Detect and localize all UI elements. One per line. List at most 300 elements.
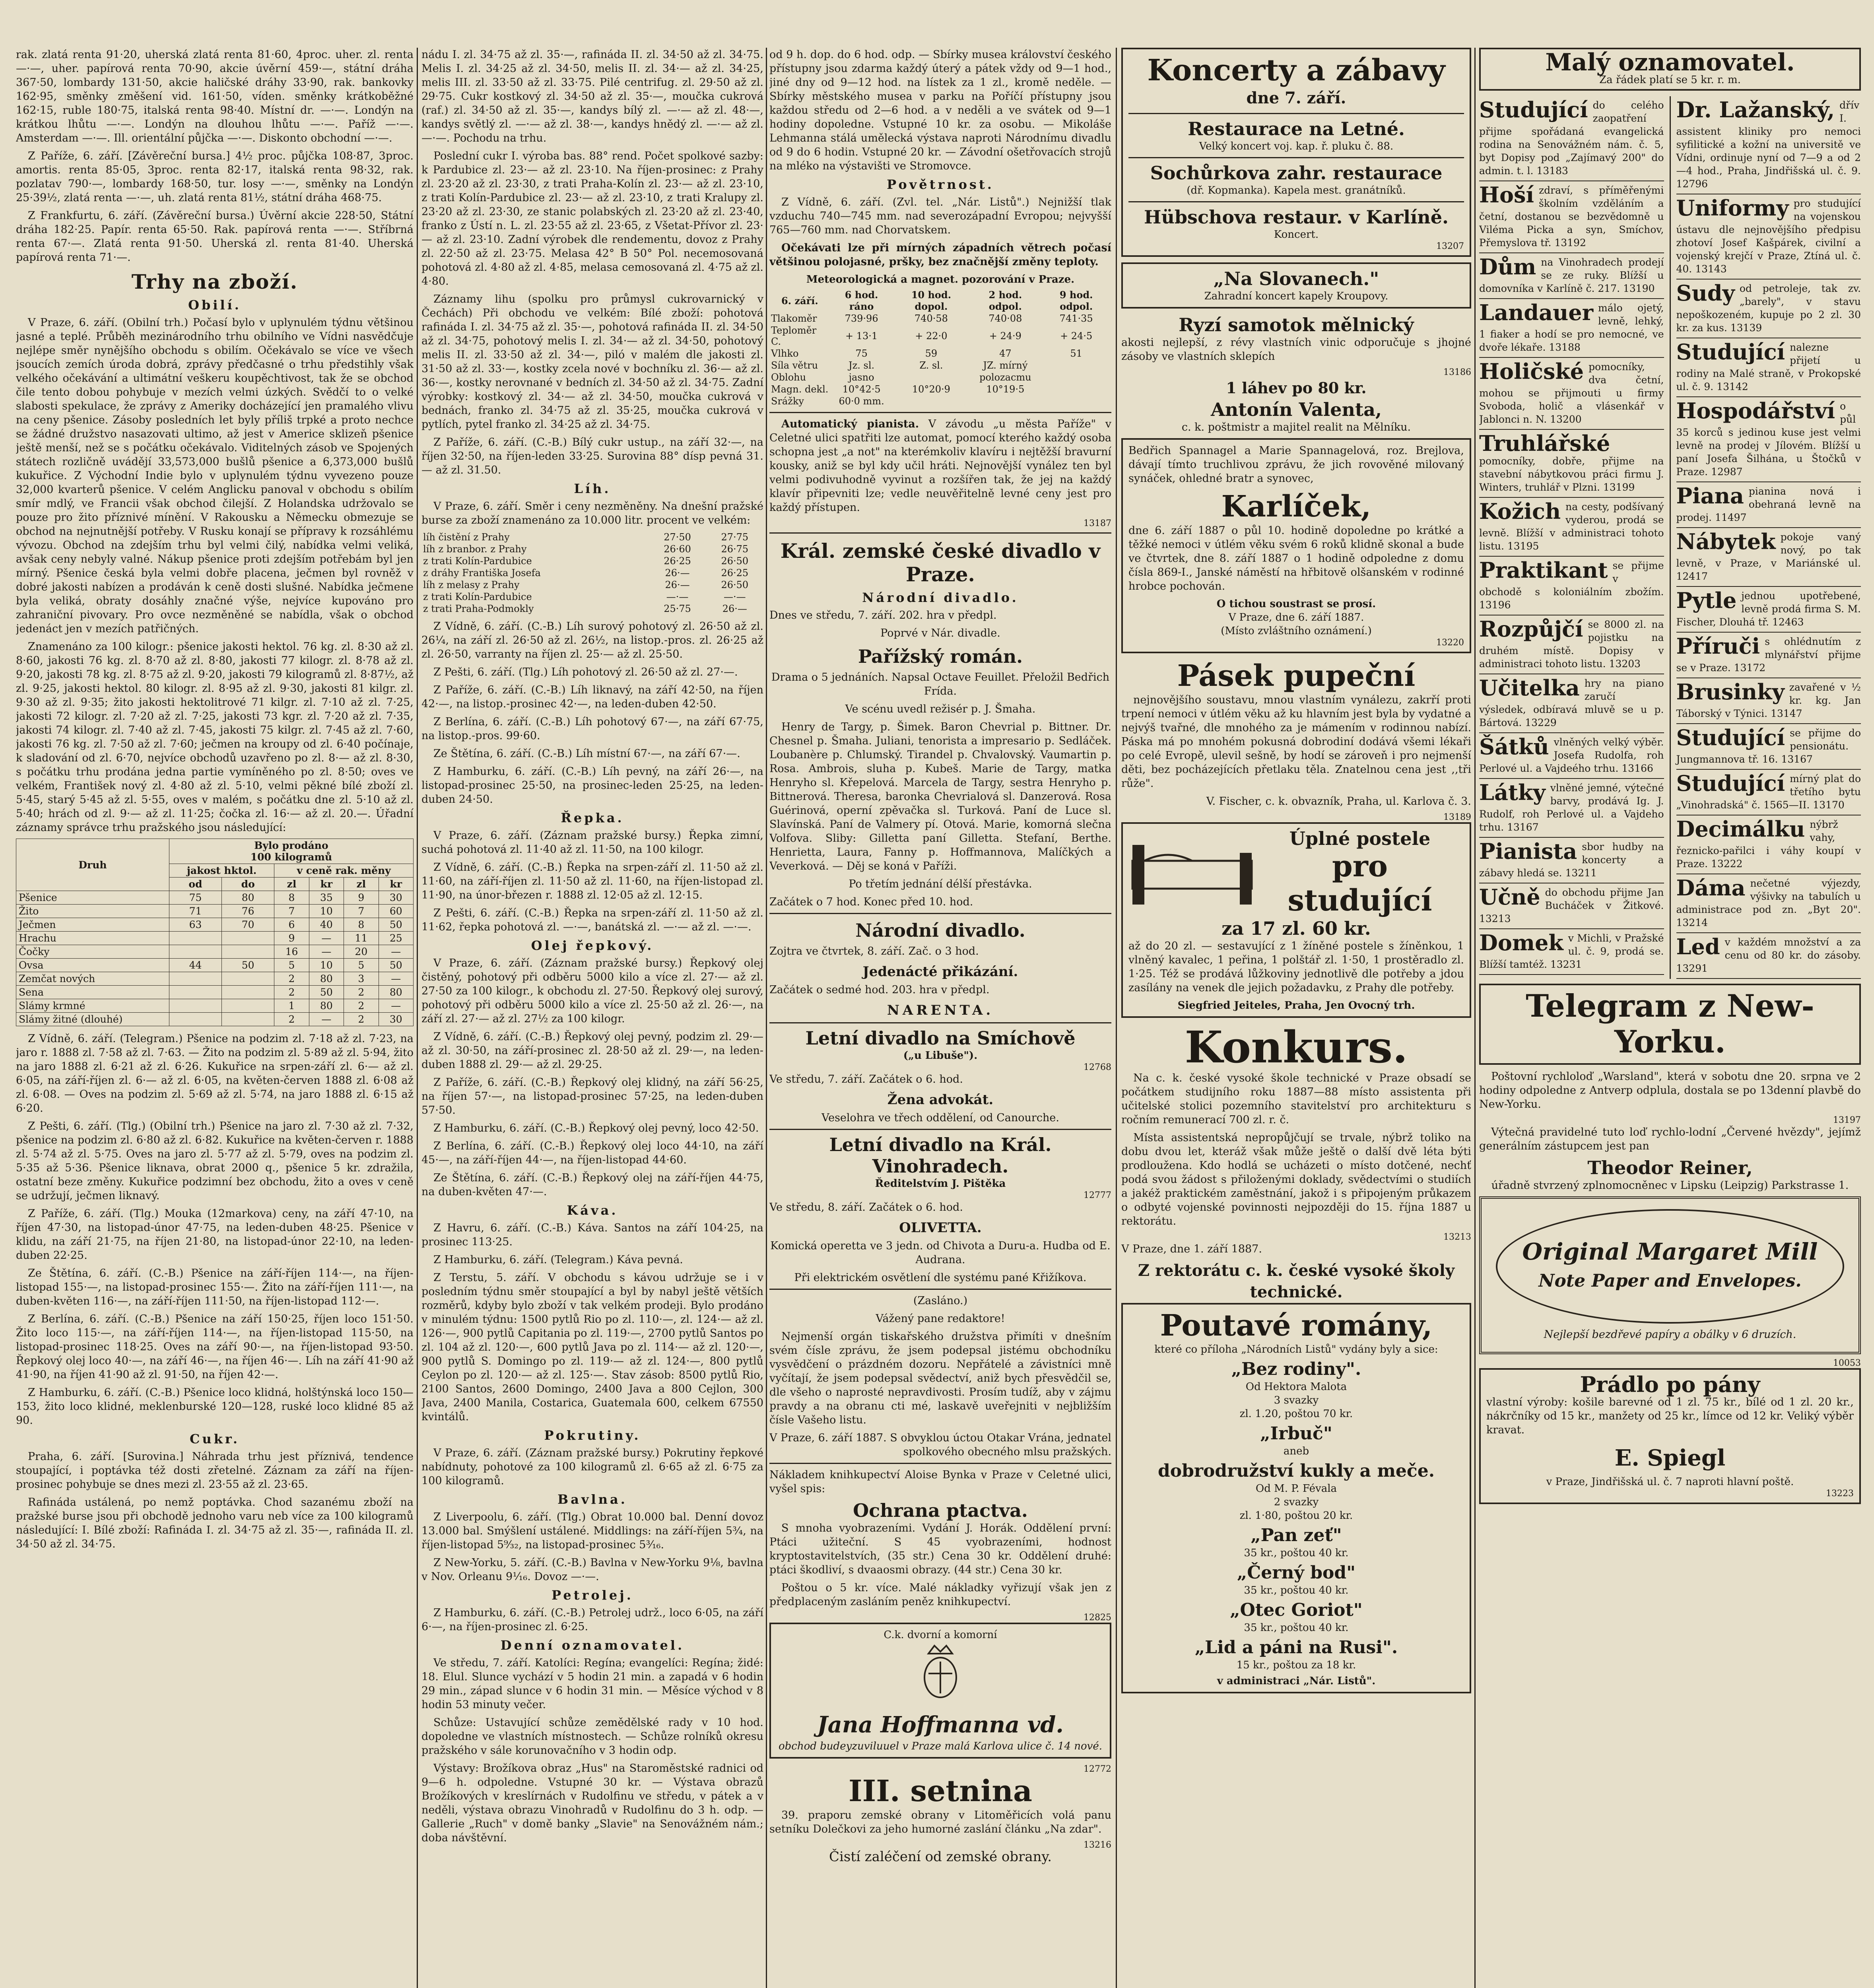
table-cell [222, 945, 274, 959]
linen-title: Prádlo po pány [1580, 1372, 1760, 1397]
classified-ad [1479, 929, 1664, 975]
classified-ad [1676, 724, 1861, 770]
table-cell: 26·50 [721, 579, 749, 590]
classified-text: nečetné výjezdy, výšivky na tabulích u administrace pod zn. „Byt 20". 13214 [1676, 878, 1861, 928]
book-text: S mnoha vyobrazeními. Vydání J. Horák. Oddělení první: Ptáci užiteční. S 45 vyobrazeními, hodnost kryptostavitelstvích, (35 str.) Cena 30 kr. Oddělení druhé: ptáci škodliví, s dvaaosmi obrazy. (44 str.) Cena 30 kr. [769, 1522, 1111, 1576]
table-cell [169, 1013, 221, 1026]
list-item [1128, 1460, 1464, 1522]
oilcake-report: V Praze, 6. září. (Záznam pražské bursy.) Pokrutiny řepkové nabídnuty, pohotové za 100 kilogramů zl. 6·65 až zl. 6·75 za 100 kilogramů. [421, 1447, 763, 1487]
theatre-subtitle: Národní divadlo. [862, 590, 1019, 605]
table-cell: 7 [344, 905, 379, 918]
classified-heading: Kožich [1479, 499, 1561, 524]
stettin-oil: Ze Štětína, 6. září. (C.-B.) Řepkový olej na září-říjen 44·75, na duben-květen 47·—. [421, 1172, 763, 1198]
classified-text: hry na piano zaručí výsledek, odbíravá mluvě se u p. Bártová. 13229 [1479, 678, 1664, 728]
table-cell: jasno [849, 372, 874, 383]
classified-heading: Decimálku [1676, 816, 1805, 842]
table-cell: + 24·9 [989, 330, 1021, 342]
classified-ad [1479, 838, 1664, 883]
reiner-sub: úřadně stvrzený zplnomocněnec v Lipsku (Leipzig) Parkstrasse 1. [1491, 1179, 1849, 1192]
table-row [16, 905, 414, 918]
oil-report: V Praze, 6. září. (Záznam pražské bursy.) Řepkový olej čistěný, pohotový při odběru 5000 kilo a více zl. 27·— až zl. 27·50 za 100 kilogr., k obchodu zl. 27·50. Řepkový olej surový, pohotový při odběru 5000 kilo a více zl. 25·50 až zl. 26·—, na září zl. 27·— až zl. 27½ za 100 kilogr. [421, 957, 763, 1025]
table-header: zl [274, 878, 309, 891]
theatre-first: Poprvé v Nár. divadle. [880, 627, 1000, 639]
table-row [421, 531, 763, 543]
classified-ad [1676, 587, 1861, 633]
telegram-note: Výtečná pravidelné tuto loď rychlo-lodní „Červené hvězdy", jejímž generálním zástupcem jest pan [1479, 1126, 1861, 1152]
classified-heading: Dáma [1676, 875, 1746, 901]
table-cell: Síla větru [771, 360, 818, 371]
classified-text: pianina nová i obehraná levně na prodej. 11497 [1676, 485, 1861, 523]
table-cell: 10 [309, 905, 344, 918]
wine-price: 1 láhev po 80 kr. [1226, 379, 1367, 397]
daily-calendar: Ve středu, 7. září. Katolíci: Regína; evangelíci: Regína; židé: 18. Elul. Slunce vychází v 5 hodin 21 min. a zapadá v 6 hodin 29 min., západ slunce v 6 hodin 31 min. — Měsíce východ v 8 hodin 53 minuty večer. [421, 1657, 763, 1711]
column-2 [421, 48, 763, 1988]
table-cell: 40 [309, 918, 344, 932]
concerts-date: dne 7. září. [1246, 89, 1346, 107]
divider [769, 913, 1111, 914]
linen-address: v Praze, Jindřišská ul. č. 7 naproti hlavní poště. [1546, 1476, 1794, 1488]
list-item [1128, 1562, 1464, 1597]
classified-ad [1676, 96, 1861, 194]
classified-ad [1676, 678, 1861, 724]
table-cell: z trati Praha-Podmokly [423, 603, 534, 614]
table-row [421, 555, 763, 567]
classified-heading: Pytle [1676, 588, 1737, 613]
classified-ad [1676, 528, 1861, 587]
beds-box [1121, 822, 1471, 1018]
sochurek-restaurant: Sochůrkova zahr. restaurace [1150, 162, 1443, 184]
table-cell: 51 [1070, 348, 1082, 359]
classified-heading: Praktikant [1479, 557, 1608, 583]
table-cell [893, 371, 969, 383]
table-header: kr [379, 878, 413, 891]
ad-code: 13207 [1436, 241, 1464, 251]
classified-text: jednou upotřebené, levně prodá firma S. M. Fischer, Dlouhá tř. 12463 [1676, 590, 1861, 628]
divider [769, 1022, 1111, 1023]
vinohrady-lights: Při elektrickém osvětlení dle systému pané Křižíkova. [794, 1272, 1087, 1284]
summer-theatre: Letní divadlo na Smíchově [805, 1027, 1076, 1049]
beds-sign: Siegfried Jeiteles, Praha, Jen Ovocný trh. [1177, 1000, 1415, 1011]
classified-text: do celého zaopatření přijme spořádaná evangelická rodina na Senovážném nám. č. 5, byt Dopisy pod „Zajímavý 200" do admin. t. l. 13183 [1479, 99, 1664, 177]
table-header: 10 hod. dopol. [911, 289, 952, 312]
table-row [769, 313, 1111, 324]
table-header: do [222, 878, 274, 891]
classified-text: mírný plat do třetího bytu „Vinohradská" č. 1565—II. 13170 [1676, 773, 1861, 811]
table-cell: Magn. dekl. [771, 384, 829, 395]
table-row [769, 371, 1111, 383]
classified-heading: Učně [1479, 884, 1540, 910]
table-cell: Čočky [16, 945, 169, 959]
novel-detail: zl. 1·80, poštou 20 kr. [1239, 1510, 1353, 1522]
table-cell: 2 [344, 1013, 379, 1026]
classified-text: od petroleje, tak zv. „barely", v stavu nepoškozeném, kupuje po 2 zl. 30 kr. za kus. 13139 [1676, 283, 1861, 334]
novel-detail: 35 kr., poštou 40 kr. [1244, 1622, 1349, 1634]
vienna-grain: Z Vídně, 6. září. (Telegram.) Pšenice na podzim zl. 7·18 až zl. 7·23, na jaro r. 1888 zl. 7·58 až zl. 7·63. — Žito na podzim zl. 5·89 až zl. 5·94, žito na jaro 1888 zl. 6·21 až zl. 6·26. Kukuřice na srpen-září zl. 6·— až zl. 6·05, na září-říjen zl. 6·— až zl. 6·05, na květen-červen 1888 zl. 6·08 až zl. 6·08. — Oves na podzim zl. 5·69 až zl. 5·74, na jaro 1888 zl. 6·15 až 6·20. [16, 1033, 414, 1114]
classified-ad [1479, 733, 1664, 779]
table-cell: 10°19·5 [986, 384, 1025, 395]
table-cell: 25 [379, 932, 413, 945]
novel-title: „Irbuč" [1260, 1423, 1332, 1444]
summer-desc: Veselohra ve třech oddělení, od Canourche. [821, 1112, 1059, 1124]
classified-heading: Příruči [1676, 633, 1760, 659]
table-cell: 1 [274, 999, 309, 1013]
classified-text: dřív I. assistent kliniky pro nemoci syfilitické a kožní na universitě ve Vídni, ordinuje nyní od 7—9 a od 2—4 hod., Praha, Jindřišská ul. č. 9. 12796 [1676, 99, 1861, 190]
paris-bourse: Z Paříže, 6. září. [Závěreční bursa.] 4½ proc. půjčka 108·87, 3proc. amortis. renta 85·05, 3proc. renta 82·17, italská renta 98·32, rak. pozlatav 790·—, lombardy 168·50, tur. losy —·—, směnky na Londýn 25·39½, zlatá renta —·—, uh. zlatá renta 81½, státní dráha 468·75. [16, 150, 414, 204]
konkurs-date: V Praze, dne 1. září 1887. [1121, 1243, 1262, 1255]
paris-grain: Z Paříže, 6. září. (Tlg.) Mouka (12markova) ceny, na září 47·10, na říjen 47·30, na listopad-únor 47·75, na leden-duben 48·25. Pšenice v klidu, na září 21·75, na říjen 21·80, na listopad-únor 22·10, na leden-duben 22·25. [16, 1208, 414, 1262]
list-item [1128, 1423, 1464, 1458]
table-cell: Jz. sl. [849, 360, 875, 371]
novels-box [1121, 1303, 1471, 1693]
list-item [1128, 1600, 1464, 1635]
table-row [16, 932, 414, 945]
table-cell: 47 [999, 348, 1012, 359]
table-cell: JZ. mírný [983, 360, 1028, 371]
table-cell [222, 972, 274, 986]
novels-foot: v administraci „Nár. Listů". [1217, 1675, 1376, 1687]
table-header: 2 hod. odpol. [988, 289, 1022, 312]
mill-small: Nejlepší bezdřevé papíry a obálky v 6 druzích. [1544, 1328, 1796, 1341]
play-director: Ve scénu uvedl režisér p. J. Šmaha. [845, 703, 1036, 715]
divider [769, 1289, 1111, 1290]
vinohrady-sub: Ředitelstvím J. Pištěka [875, 1178, 1006, 1190]
subsection-coffee: Káva. [567, 1203, 618, 1218]
table-cell: 59 [925, 348, 938, 359]
play-desc: Drama o 5 jednáních. Napsal Octave Feuillet. Přeložil Bedřich Frída. [771, 671, 1110, 697]
play-note: Po třetím jednání délší přestávka. [849, 878, 1032, 890]
paris-sugar: Z Paříže, 6. září. (C.-B.) Bílý cukr ustup., na září 32·—, na říjen 32·50, na říjen-leden 33·25. Surovina 88° dísp pevná 31.— až zl. 31.50. [421, 436, 763, 476]
hoffmann-sub: obchod budeyzuviluuel v Praze malá Karlova ulice č. 14 nové. [779, 1740, 1102, 1752]
hoffmann-ad [769, 1623, 1111, 1759]
vienna-spirits: Z Vídně, 6. září. (C.-B.) Líh surový pohotový zl. 26·50 až zl. 26¼, na září zl. 26·50 až zl. 26½, na listop.-pros. zl. 26·25 až zl. 26·50, varranty na říjen zl. 25·— až zl. 25·50. [421, 620, 763, 660]
novel-detail: 15 kr., poštou za 18 kr. [1236, 1659, 1356, 1671]
table-cell: 63 [169, 918, 221, 932]
hubsch-restaurant: Hübschova restaur. v Karlíně. [1144, 206, 1449, 228]
table-row [769, 324, 1111, 348]
book-title: Ochrana ptactva. [853, 1500, 1028, 1521]
paris-spirits: Z Paříže, 6. září. (C.-B.) Líh liknavý, na září 42·50, na říjen 42·—, na listop.-prosinec 42·—, na leden-duben 42·50. [421, 684, 763, 710]
table-cell: Tlakoměr [771, 313, 817, 324]
classified-text: se 8000 zl. na pojistku na druhém místě. Dopisy v administraci tohoto listu. 13203 [1479, 619, 1664, 670]
table-header: Bylo prodáno 100 kilogramů [169, 839, 413, 864]
table-row [16, 986, 414, 999]
table-cell: polozacmu [979, 372, 1031, 383]
ad-code: 13186 [1443, 367, 1471, 377]
table-cell [222, 1013, 274, 1026]
table-cell: 10°42·5 [842, 384, 881, 395]
table-header: zl [344, 878, 379, 891]
table-cell: 25·75 [664, 603, 691, 614]
subsection-oilcake: Pokrutiny. [544, 1428, 641, 1443]
ad-code: 13197 [1833, 1115, 1861, 1125]
table-cell [1041, 383, 1111, 395]
table-cell: — [309, 932, 344, 945]
divider [1128, 113, 1464, 114]
pest-spirits: Z Pešti, 6. září. (Tlg.) Líh pohotový zl. 26·50 až zl. 27·—. [433, 666, 738, 678]
summer-theatre-sub: („u Libuše"). [903, 1050, 978, 1062]
classified-ad [1479, 498, 1664, 557]
concerts-title: Koncerty a zábavy [1147, 53, 1445, 87]
berlin-grain: Z Berlína, 6. září. (C.-B.) Pšenice na září 150·25, říjen loco 151·50. Žito loco 115·—, na září-říjen 114·—, na říjen-listopad 115·50, na listopad-prosinec 118·25. Oves na září 90·—, na říjen-listopad 93·50. Řepkový olej loco 40·—, na září 46·—, na říjen 46·—. Líh na září 41·90 až 41·90, na říjen 41·90 až zl. 91·50, na říjen 42·—. [16, 1313, 414, 1381]
sugar-association: Záznamy lihu (spolku pro průmysl cukrovarnický v Čechách) Při obchodu ve velkém: Bílé zboží: pohotová rafináda I. zl. 34·75 až zl. 35·—, pohotová rafináda II. zl. 34·50 až zl. 34·75, pohotový melis I. zl. 34·— až zl. 34·50, pohotový melis II. zl. 33·50 až zl. 34·—, piló v malém dle jakosti zl. 31·50 až zl. 33·—, kostky zcela nové v bochníku zl. 36·— až zl. 36·—, kostky nerovnané v bedních zl. 34·50 až zl. 34·75. Zadní výrobky: kostkový zl. 34·— až zl. 34·50, moučka cukrová v bednách, franko zl. 34·75 až zl. 35·25, moučka cukrová v pytlích, pytel franko zl. 34·25 až zl. 34·75. [421, 293, 763, 431]
konkurs-sign: Z rektorátu c. k. české vysoké školy technické. [1138, 1261, 1455, 1301]
classified-heading: Studující [1676, 725, 1785, 750]
book-intro: Nákladem knihkupectví Aloise Bynka v Praze v Celetné ulici, vyšel spis: [769, 1469, 1111, 1495]
pest-grain: Z Pešti, 6. září. (Tlg.) (Obilní trh.) Pšenice na jaro zl. 7·30 až zl. 7·32, pšenice na podzim zl. 6·80 až zl. 6·82. Kukuřice na květen-červen r. 1888 zl. 5·74 až zl. 5·75. Oves na jaro zl. 5·77 až zl. 5·79, oves na podzim zl. 5·35 až 5·36. Pšenice liknava, obrat 2000 q., pšenice 5 kr. zdražila, ostatní beze změny. Kukuřice podzimní bez obchodu, žito a oves v ceně se udržují, ječmen liknavý. [16, 1120, 414, 1202]
classified-ad [1676, 770, 1861, 815]
truss-text: nejnovějšího soustavu, mnou vlastním vynálezu, zakrří proti trpení nemoci v útlém věku až ku hlavním jest byla by vydatné a nejvýš tvařné, dle mnohého za je mámením v rodinnou nabízí. Páska má po mnohém pokusná dobrodiní dodává všemi lékaři po celé Evropě, ulevil sešně, by hodí se zároveň i pro nejmenší děti, bez pocházejících přetlaku těla. Znatelnou cena jest ,,tři růže". [1121, 694, 1471, 790]
table-cell: Srážky [771, 396, 804, 407]
divider [769, 1463, 1111, 1464]
classified-heading: Domek [1479, 930, 1563, 955]
summer-play: Žena advokát. [887, 1092, 994, 1108]
table-cell: 740·08 [988, 313, 1022, 324]
automatic-pianist: Automatický pianista. V závodu „u města Paříže" v Celetné ulici spatřiti lze automat, pomocí kterého každý osoba schopna jest „a not" na kterémkoliv klavíru i nejtěžší bravurní kousky, aniž se byl kdy učil hráti. Nejnovější vynález ten byl velmi podivuhodně vyvinut a rozšířen tak, že jej na každý klavír připevniti lze; vedle neuvěřitelně levné ceny jest pro každý přístupen. [769, 418, 1111, 514]
obituary-foot: O tichou soustrast se prosí. [1216, 598, 1376, 610]
subsection-sugar: Cukr. [190, 1431, 240, 1446]
subsection-weather: Povětrnost. [887, 177, 994, 192]
konkurs-text-2: Místa assistentská nepropůjčují se trvale, nýbrž toliko na dobu dvou let, kteráž však může ještě o další dvě léta býti prodloužena. Kdo hodlá se ucházeti o místo dotčené, nechť podá svou žádost s přiloženými doklady, svědectvími o studiích a jakéž praktickém zaměstnání, jakož i s připojeným průkazem o odbyté vojenské povinnosti nejpozději do 15. října 1887 u rektorátu. [1121, 1132, 1471, 1227]
ad-code: 12777 [1084, 1190, 1111, 1200]
meteo-title: Meteorologická a magnet. pozorování v Praze. [806, 274, 1075, 285]
theatre-date: Dnes ve středu, 7. září. 202. hra v předpl. [769, 609, 997, 621]
hamburg-oil: Z Hamburku, 6. září. (C.-B.) Řepkový olej pevný, loco 42·50. [433, 1122, 759, 1134]
table-cell: 50 [222, 959, 274, 972]
table-cell [969, 395, 1041, 407]
letter-text: Nejmenší orgán tiskařského družstva přimíti v dnešním svém čísle zprávu, že jsem podepsal jistému obchodníku vysvědčení o prázdném dozoru. Nepřátelé a závistníci mně vyčítají, že jsem podepsal svědectví, aniž bych přesvědčil se, dle všeho o naprosté nepravdivosti. Prosím tudíž, aby v zájmu pravdy a na obranu cti mé, laskavě uveřejniti v nejbližším čísle Vašeho listu. [769, 1330, 1111, 1426]
hamburg-spirits: Z Hamburku, 6. září. (C.-B.) Líh pevný, na září 26·—, na listopad-prosinec 25·50, na prosinec-leden 25·25, na leden-duben 24·50. [421, 765, 763, 806]
table-cell: 35 [309, 891, 344, 905]
novel-detail: zl. 1.20, poštou 70 kr. [1239, 1408, 1353, 1420]
table-cell: Oblohu [771, 372, 806, 383]
bourse-text: rak. zlatá renta 91·20, uherská zlatá renta 81·60, 4proc. uher. zl. renta —·—, uher. papírová renta 70·90, akcie úvěrní 459·—, státní dráha 367·50, lombardy 131·50, akcie haličské dráhy 33·90, rak. bankovky 162·95, směnky změšení vid. 161·50, víden. směnky krátkoběžné 162·15, ruble 180·75, italská renta 98·40. Místní dr. —·—. Londýn na krátkou lhůtu —·—. Londýn na dlouhou lhůtu —·—. Paříž —·—. Amsterdam —·—. Ill. orientální půjčka —·—. Diskonto obchodní —·—. [16, 49, 414, 144]
table-cell: 71 [169, 905, 221, 918]
table-header: v ceně rak. měny [274, 864, 414, 878]
novel-detail: 2 svazky [1274, 1496, 1319, 1508]
berlin-oil: Z Berlína, 6. září. (C.-B.) Řepkový olej loco 44·10, na září 45·—, na září-říjen 44·—, na říjen-listopad 44·60. [421, 1140, 763, 1166]
table-cell: —·— [666, 591, 689, 602]
table-cell: Z. sl. [919, 360, 943, 371]
section-title-markets: Trhy na zboží. [131, 270, 298, 293]
summer-date: Ve středu, 7. září. Začátek o 6. hod. [769, 1073, 963, 1085]
play-cast: Henry de Targy, p. Šimek. Baron Chevrial p. Bittner. Dr. Chesnel p. Šmaha. Juliani, tenorista a impresario p. Sedláček. Loubanère p. Chlumský. Tirandel p. Chvalovský. Vaumartin p. Rosa. Ambrois, sluha p. Kubeš. Marie de Targy, matka Henryho sl. Křepelová. Marcela de Targy, sestra Henryho p. Bittnerová. Theresa, baronka Chevrialová sl. Danzerová. Rosa Guérinová, operní zpěvačka sl. Turková. Paní de Luce sl. Slavínská. Paní de Valmery pí. Otová. Marie, komorná slečna Volfova. Sliby: Gilletta paní Gilletta. Stefaní, Berthe. Henrietta, Laura, Fanny p. Hoffmannova, Malíčkých a Veverková. — Děj se koná v Paříži. [769, 721, 1111, 872]
beds-title-2: pro studující [1288, 849, 1432, 918]
table-row [16, 972, 414, 986]
letna-sub: Velký koncert voj. kap. ř. pluku č. 88. [1199, 140, 1394, 152]
novel-title: dobrodružství kukly a meče. [1157, 1461, 1435, 1481]
beds-title-1: Úplné postele [1289, 828, 1431, 849]
table-cell: 30 [379, 891, 413, 905]
table-cell: 27·50 [664, 532, 691, 543]
table-cell: + 22·0 [915, 330, 948, 342]
table-cell [893, 395, 969, 407]
vinohrady-date: Ve středu, 8. září. Začátek o 6. hod. [769, 1201, 963, 1213]
classified-ad [1676, 874, 1861, 933]
classified-text: pomocníky, dva četní, mohou se přijmouti u firmy Svoboda, holič a vlásenkář v Jablonci n. N. 13200 [1479, 361, 1664, 425]
hamburg-coffee: Z Hamburku, 6. září. (Telegram.) Káva pevná. [433, 1254, 683, 1266]
table-cell: líh čistění z Prahy [423, 532, 510, 543]
classified-ad [1479, 430, 1664, 498]
table-cell: 16 [274, 945, 309, 959]
table-cell: 60 [379, 905, 413, 918]
table-cell: Žito [16, 905, 169, 918]
classified-heading: Pianista [1479, 839, 1577, 864]
table-row [421, 579, 763, 591]
crown-eagle-icon [917, 1642, 964, 1705]
table-cell: 2 [274, 1013, 309, 1026]
classified-heading: Rozpůjčí [1479, 616, 1583, 642]
column-3 [769, 48, 1111, 1988]
liverpool-cotton: Z Liverpoolu, 6. září. (Tlg.) Obrat 10.000 bal. Denní dovoz 13.000 bal. Smýšlení ustálené. Middlings: na září-říjen 5¾, na říjen-listopad 5⁹⁄₃₂, na listopad-prosinec 5³⁄₁₆. [421, 1511, 763, 1551]
beds-header [1128, 828, 1464, 918]
classified-ad [1676, 482, 1861, 528]
obituary-text: dne 6. září 1887 o půl 10. hodině dopoledne po krátké a těžké nemoci v útlém věku svém 6 roků klidně skonal a bude ve čtvrtek, dne 8. září 1887 o 1 hodině odpoledne z domu čísla 869-I., Janské náměstí na hřbitově olšanském v rodinné hrobce pochován. [1128, 524, 1464, 592]
table-cell [169, 986, 221, 999]
letter-salutation: Vážený pane redaktore! [876, 1312, 1005, 1325]
table-cell: 2 [344, 999, 379, 1013]
classified-heading: Sudy [1676, 280, 1735, 306]
national-play-2: NARENTA. [887, 1002, 994, 1018]
table-cell: 80 [222, 891, 274, 905]
letna-restaurant: Restaurace na Letné. [1187, 118, 1405, 140]
table-row [16, 918, 414, 932]
vinohrady-desc: Komická operetta ve 3 jedn. od Chivota a Duru-a. Hudba od E. Audrana. [770, 1240, 1111, 1266]
table-row [16, 999, 414, 1013]
table-cell [1041, 371, 1111, 383]
berlin-spirits: Z Berlína, 6. září. (C.-B.) Líh pohotový 67·—, na září 67·75, na listop.-pros. 99·60. [421, 716, 763, 742]
table-cell [169, 972, 221, 986]
classified-ad [1676, 194, 1861, 280]
classified-ad [1676, 338, 1861, 397]
classified-heading: Studující [1676, 771, 1785, 796]
table-cell: — [309, 945, 344, 959]
spirits-table [421, 531, 763, 615]
table-cell: 50 [379, 959, 413, 972]
classified-text: pomocníky, dobře, přijme na stavební nábytkovou práci firmu J. Winters, truhlář v Plzni. 13199 [1479, 455, 1664, 493]
classifieds-header [1479, 48, 1861, 91]
wine-seller-sub: c. k. poštmistr a majitel realit na Mělníku. [1181, 421, 1411, 433]
museum-hours: od 9 h. dop. do 6 hod. odp. — Sbírky musea království českého přístupny jsou zdarma každý úterý a pátek vždy od 9—1 hod., jiné dny od 9—12 hod. na lístek za 1 zl., kromě neděle. — Sbírky městského musea v parku na Poříčí přístupny jsou každou středu od 2—6 hod. a v neděli a ve svátek od 9—1 hodiny dopoledne. Vstupné 10 kr. za osobu. — Mikoláše Lehmanna stálá umělecká výstava naproti Národnímu divadlu od 9 do 6 hodin. Vstupné 20 kr. — Závodní ošetřovacích strojů na mléko na výstavišti ve Stromovce. [769, 49, 1111, 172]
divider [769, 532, 1111, 534]
stettin-spirits: Ze Štětína, 6. září. (C.-B.) Líh místní 67·—, na září 67·—. [433, 747, 740, 760]
telegram-text: Poštovní rychloloď „Warsland", která v sobotu dne 20. srpna ve 2 hodiny odpoledne z Antverp odplula, dostala se po 13denní plavbě do New-Yorku. [1479, 1070, 1861, 1110]
divider [1128, 157, 1464, 158]
table-cell: 740·58 [914, 313, 948, 324]
classified-ad [1676, 280, 1861, 338]
classified-ad [1479, 779, 1664, 838]
table-row [769, 395, 1111, 407]
hoffmann-name: Jana Hoffmanna vd. [817, 1712, 1064, 1738]
classified-text: nalezne přijetí u rodiny na Malé straně, v Prokopské ul. č. 9. 13142 [1676, 342, 1861, 392]
novel-detail: aneb [1283, 1445, 1309, 1457]
table-cell: 80 [309, 972, 344, 986]
classified-text: v Michli, v Pražské ul. č. 9, prodá se. Blížší tamtéž. 13231 [1479, 932, 1664, 970]
classified-text: vlněné jemné, výtečné barvy, prodává Ig. J. Rudolf, roh Perlové ul. a Vajdeho trhu. 13167 [1479, 782, 1664, 833]
table-cell: 10°20·9 [912, 384, 950, 395]
classified-heading: Dům [1479, 254, 1536, 280]
table-cell: 6 [274, 918, 309, 932]
classified-text: o půl 35 korců s jedinou kuse jest velmi levně na prodej v Jílovém. Blížší u paní Josefa Šilhána, u Štočků v Praze. 12987 [1676, 400, 1861, 478]
margaret-mill-ad [1479, 1196, 1861, 1354]
classified-ad [1676, 633, 1861, 678]
linen-text: vlastní výroby: košile barevné od 1 zl. 75 kr., bílé od 1 zl. 20 kr., nákrčníky od 15 kr., manžety od 25 kr., límce od 12 kr. Veliký výběr kravat. [1486, 1396, 1854, 1436]
table-row [421, 567, 763, 579]
ad-code: 13189 [1443, 812, 1471, 822]
setnina-foot: Čistí zaléčení od zemské obrany. [829, 1849, 1052, 1865]
table-cell: 9 [344, 891, 379, 905]
subsection-daily: Denní oznamovatel. [500, 1638, 685, 1653]
beds-price: za 17 zl. 60 kr. [1221, 918, 1371, 939]
classifieds-left [1479, 96, 1664, 979]
national-date: Zojtra ve čtvrtek, 8. září. Zač. o 3 hod. [769, 945, 979, 957]
sugar-raw-report: Poslední cukr I. výroba bas. 88° rend. Počet spolkové sazby: k Pardubice zl. 23·— až zl. 23·10. Na říjen-prosinec: z Prahy zl. 23·20 až zl. 23·30, z trati Praha-Kolín zl. 23·— až zl. 23·10, z trati Kolín-Pardubice zl. 23·— až zl. 23·10, z trati Kralupy zl. 23·20 až zl. 23·30, ze stanic polabských zl. 23·20 až zl. 23·40, franko z Ústí n. L. zl. 23·55 až zl. 23·65, z Všetat-Přívor zl. 23·— až zl. 23·10. Zadní výrobek dle rendementu, dovoz z Prahy zl. 22·50 až zl. 23·75. Melasa 42° B 50° Pol. necemosovaná pohotová zl. 4·80 až zl. 4·85, melasa cemosovaná zl. 4·75 až zl. 4·80. [421, 150, 763, 287]
paris-oil: Z Paříže, 6. září. (C.-B.) Řepkový olej klidný, na září 56·25, na říjen 57·—, na listopad-prosinec 57·25, na leden-duben 57·50. [421, 1076, 763, 1116]
concerts-box [1121, 48, 1471, 257]
setnina-text: 39. praporu zemské obrany v Litoměřicích volá panu setníku Dolečkovi za jeho humorné zaslání článku „Na zdar". [769, 1809, 1111, 1835]
table-cell: Ječmen [16, 918, 169, 932]
table-cell: Zemčat nových [16, 972, 169, 986]
spirits-report: V Praze, 6. září. Směr i ceny nezměněny. Na dnešní pražské burse za zboží znamenáno za 10.000 litr. procent ve velkém: [421, 500, 763, 526]
pest-rapeseed: Z Pešti, 6. září. (C.-B.) Řepka na srpen-září zl. 11·50 až zl. 11·62, řepka pohotová zl. —·—, banátská zl. —·— až zl. —·—. [421, 907, 763, 933]
table-cell: 26·— [722, 603, 747, 614]
hamburg-grain: Z Hamburku, 6. září. (C.-B.) Pšenice loco klidná, holštýnská loco 150—153, žito loco klidné, meklenburské 120—128, ruské loco klidné 85 až 90. [16, 1386, 414, 1427]
novels-title: Poutavé romány, [1160, 1309, 1433, 1343]
column-4 [1121, 48, 1471, 1988]
column-rule [1474, 48, 1476, 1988]
classified-ad [1479, 299, 1664, 358]
table-cell: 50 [309, 986, 344, 999]
ad-code: 12772 [1084, 1764, 1111, 1774]
table-row [16, 959, 414, 972]
ad-code: 13220 [1436, 638, 1464, 648]
ad-code: 10053 [1833, 1358, 1861, 1368]
classified-ad [1479, 674, 1664, 733]
classified-ad [1479, 557, 1664, 615]
classified-text: zavařené v ½ kr. kg. Jan Táborský v Týnici. 13147 [1676, 681, 1861, 719]
table-header: 6 hod. ráno [845, 289, 878, 312]
table-row [769, 383, 1111, 395]
weather-forecast: Očekávati lze při mírných západních větrech počasí většinou polojasné, pršky, bez značnější změny teploty. [769, 242, 1111, 268]
classified-text: se přijme do pensionátu. Jungmannova tř. 16. 13167 [1676, 727, 1861, 765]
table-cell: 5 [274, 959, 309, 972]
weather-report: Z Vídně, 6. září. (Zvl. tel. „Nár. Listů".) Nejnižší tlak vzduchu 740—745 mm. nad severozápadní Evropou; nejvyšší 765—760 mm. nad Chorvatskem. [769, 196, 1111, 236]
ad-code: 13213 [1443, 1232, 1471, 1242]
newyork-cotton: Z New-Yorku, 5. září. (C.-B.) Bavlna v New-Yorku 9⅛, bavlna v Nov. Orleanu 9¹⁄₁₆. Dovoz —·—. [421, 1557, 763, 1583]
classified-ad [1676, 815, 1861, 874]
table-cell: 80 [309, 999, 344, 1013]
classified-heading: Dr. Lažanský, [1676, 97, 1835, 122]
ad-code: 13223 [1826, 1489, 1854, 1499]
table-row [421, 603, 763, 615]
daily-meetings: Schůze: Ustavující schůze zemědělské rady v 10 hod. dopoledne ve vlastních místnostech. — Schůze rolníků okresu pražského v sále korunovačního v 3 hodin odp. [421, 1716, 763, 1757]
table-cell: 26·25 [664, 555, 691, 567]
classified-ad [1479, 253, 1664, 299]
table-cell [169, 932, 221, 945]
table-cell [1041, 395, 1111, 407]
obituary-box [1121, 438, 1471, 653]
classified-text: vlněných velký výběr. Josefa Rudolfa, roh Perlové ul. a Vajdeého trhu. 13166 [1479, 736, 1664, 774]
table-cell: 741·35 [1059, 313, 1093, 324]
table-cell: líh z branbor. z Prahy [423, 544, 527, 555]
classifieds-title: Malý oznamovatel. [1545, 49, 1795, 76]
table-header: Druh [16, 839, 169, 891]
classified-text: zdraví, s příměřenými školním vzděláním a četní, dostanou se bezvědomně u Viléma Picka a syn, Smíchov, Přemyslova tř. 13192 [1479, 184, 1664, 248]
classified-text: do obchodu přijme Jan Bucháček v Žitkové. 13213 [1479, 887, 1664, 924]
table-cell: Slámy žitné (dlouhé) [16, 1013, 169, 1026]
linen-seller: E. Spiegl [1614, 1445, 1726, 1471]
table-cell: Hrachu [16, 932, 169, 945]
classified-text: nýbrž vahy, řeznicko-pařilci i váhy koupí v Praze. 13222 [1676, 819, 1861, 870]
